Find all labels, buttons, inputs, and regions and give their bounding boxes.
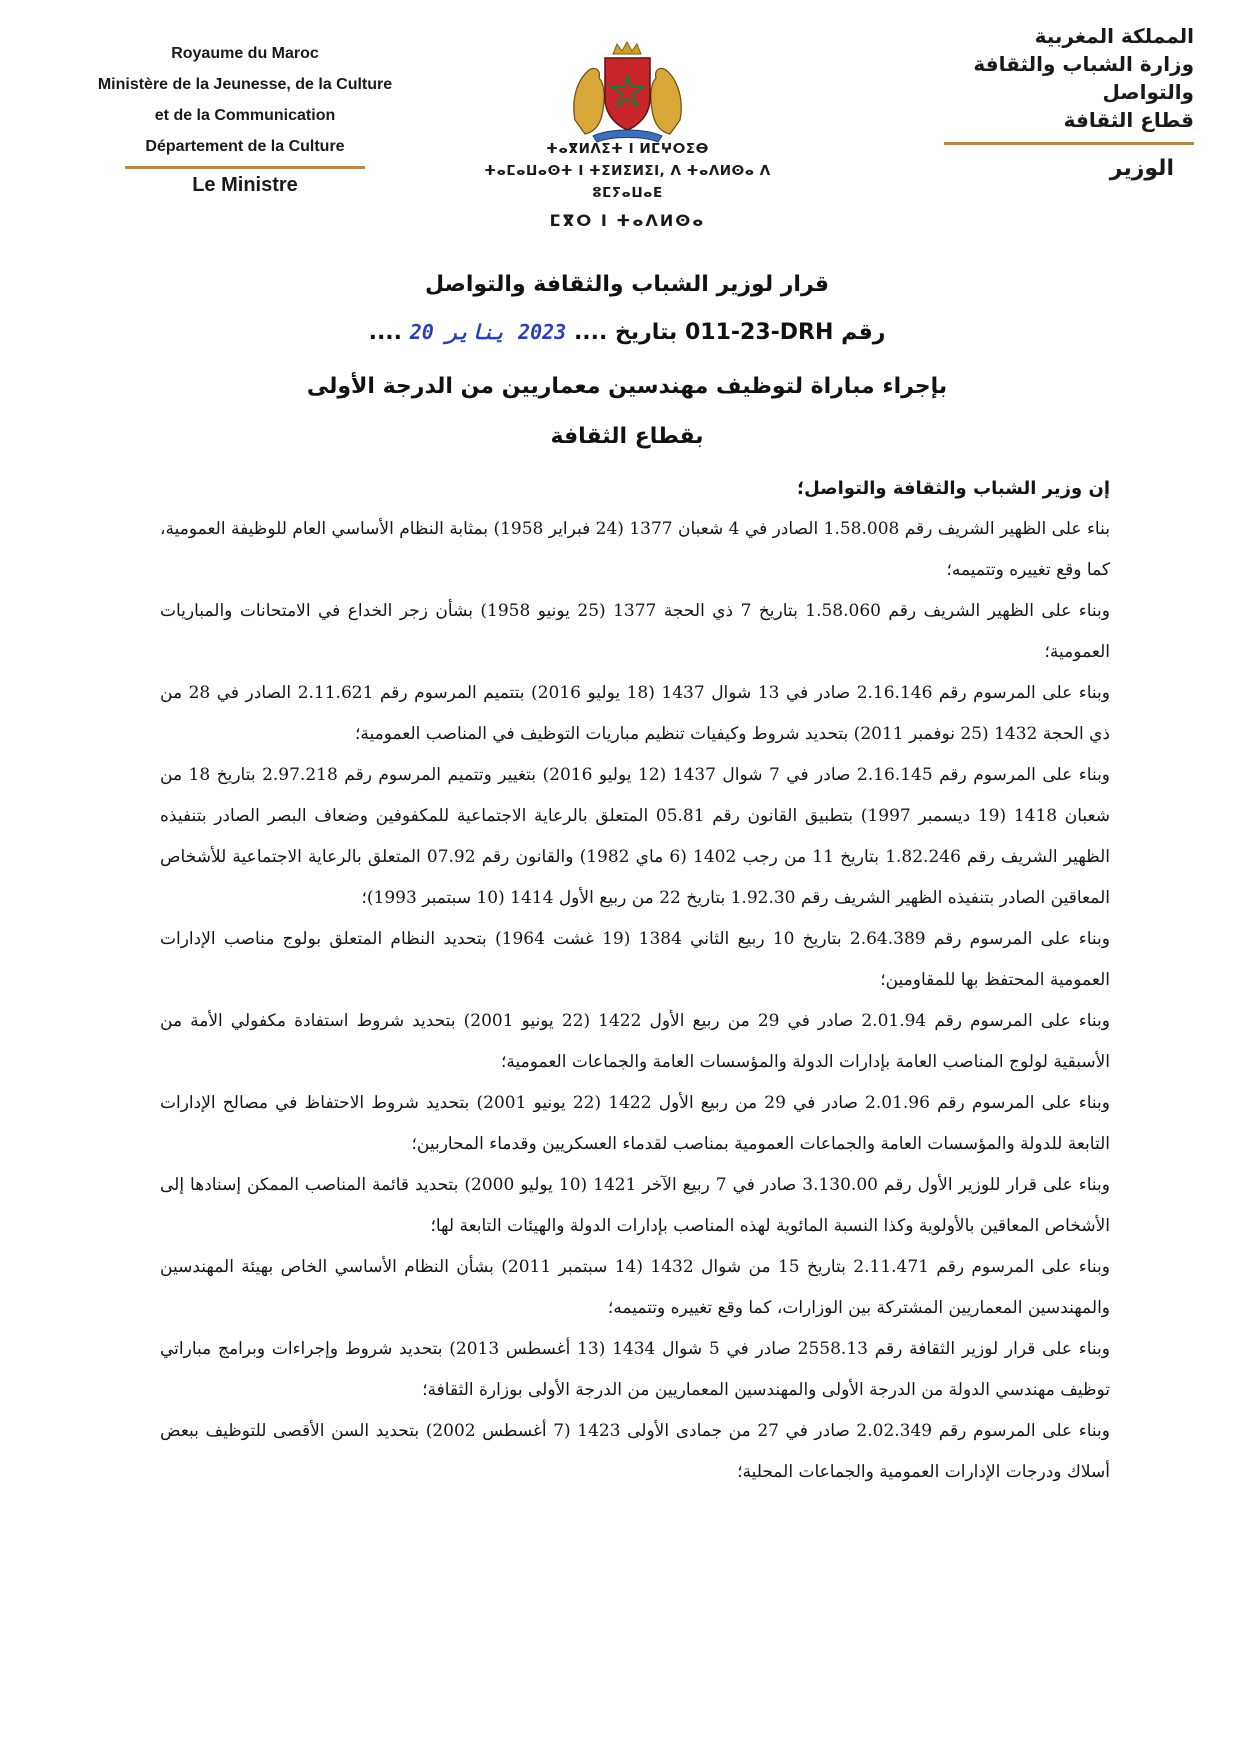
royal-coat-of-arms-icon xyxy=(565,40,690,145)
recital-paragraph: وبناء على قرار لوزير الثقافة رقم 2558.13 صادر في 5 شوال 1434 (13 أغسطس 2013) بتحديد شروط وإجراءات وبرامج مباراتي توظيف مهندسي الدولة من الدرجة الأولى والمهندسين المعماريين من الدرجة الأولى بوزارة الثقافة؛ xyxy=(160,1339,1110,1400)
fr-line-3: et de la Communication xyxy=(154,107,336,124)
fr-divider xyxy=(125,166,365,169)
ar-line-2: وزارة الشباب والثقافة xyxy=(973,52,1194,76)
ar-divider xyxy=(944,142,1194,145)
fr-minister-label: Le Ministre xyxy=(192,174,298,196)
fr-line-1: Royaume du Maroc xyxy=(171,45,319,62)
ar-line-1: المملكة المغربية xyxy=(1034,24,1194,48)
decision-sector: بقطاع الثقافة xyxy=(550,424,704,449)
tifinagh-line-3: ⵎⴳⵔ ⵏ ⵜⴰⴷⵍⵙⴰ xyxy=(549,211,706,230)
recital-paragraph: وبناء على المرسوم رقم 2.01.94 صادر في 29 من ربيع الأول 1422 (22 يونيو 2001) بتحديد شروط استفادة مكفولي الأمة من الأسبقية لولوج المناصب العامة بإدارات الدولة والمؤسسات العامة والجماعات العمومية؛ xyxy=(160,1011,1111,1072)
recital-paragraph: وبناء على المرسوم رقم 2.64.389 بتاريخ 10 ربيع الثاني 1384 (19 غشت 1964) بتحديد النظام المتعلق بولوج مناصب الإدارات العمومية المحتفظ بها للمقاومين؛ xyxy=(160,929,1110,990)
recital-paragraph: وبناء على المرسوم رقم 2.16.146 صادر في 13 شوال 1437 (18 يوليو 2016) بتتميم المرسوم رقم 2.11.621 الصادر في 28 من ذي الحجة 1432 (25 نوفمبر 2011) بتحديد شروط وكيفيات تنظيم مباريات التوظيف في المناصب العمومية؛ xyxy=(160,683,1110,744)
ar-minister-label: الوزير xyxy=(1109,156,1174,181)
fr-line-2: Ministère de la Jeunesse, de la Culture xyxy=(97,76,393,93)
tifinagh-line-2: ⵜⴰⵎⴰⵡⴰⵙⵜ ⵏ ⵜⵉⵍⵉⵍⵉⵏ, ⴷ ⵜⴰⴷⵍⵙⴰ ⴷ ⵓⵎⵢⴰⵡⴰⴹ xyxy=(484,163,771,201)
arabic-letterhead xyxy=(864,22,1194,183)
decision-heading: قرار لوزير الشباب والثقافة والتواصل xyxy=(424,272,830,297)
ar-line-4: قطاع الثقافة xyxy=(1063,108,1194,132)
tifinagh-line-1: ⵜⴰⴳⵍⴷⵉⵜ ⵏ ⵍⵎⵖⵔⵉⴱ xyxy=(546,141,709,157)
opening-line: إن وزير الشباب والثقافة والتواصل؛ xyxy=(796,478,1110,499)
recital-paragraph: وبناء على المرسوم رقم 2.01.96 صادر في 29 من ربيع الأول 1422 (22 يونيو 2001) بتحديد شروط الاحتفاظ في مصالح الإدارات التابعة للدولة والمؤسسات العامة والجماعات العمومية بمناصب لقدماء العسكريين وقدماء المحاربين؛ xyxy=(160,1093,1110,1154)
decision-number: 011-23-DRH xyxy=(684,320,834,345)
recital-paragraph: وبناء على المرسوم رقم 2.16.145 صادر في 7 شوال 1437 (12 يوليو 2016) بتغيير وتتميم المرسوم رقم 2.97.218 بتاريخ 18 من شعبان 1418 (19 ديسمبر 1997) بتطبيق القانون رقم 05.81 المتعلق بالرعاية الاجتماعية للمكفوفين وضعاف البصر الصادر بتنفيذه الظهير الشريف رقم 1.82.246 بتاريخ 11 من رجب 1402 (6 ماي 1982) والقانون رقم 07.92 المتعلق بالرعاية الاجتماعية للأشخاص المعاقين الصادر بتنفيذه الظهير الشريف رقم 1.92.30 بتاريخ 22 من ربيع الأول 1414 (10 سبتمبر 1993)؛ xyxy=(160,765,1111,908)
decision-body xyxy=(160,468,1110,1493)
number-prefix: رقم xyxy=(841,320,886,345)
recital-paragraph: وبناء على قرار للوزير الأول رقم 3.130.00 صادر في 7 ربيع الآخر 1421 (10 يوليو 2000) بتحديد قائمة المناصب الممكن إسنادها إلى الأشخاص المعاقين بالأولوية وكذا النسبة المائوية لهذه المناصب بإدارات الدولة والهيئات التابعة لها؛ xyxy=(160,1175,1110,1236)
french-letterhead xyxy=(70,38,420,199)
decision-subject: بإجراء مباراة لتوظيف مهندسين معماريين من الدرجة الأولى xyxy=(306,374,948,399)
recital-paragraph: وبناء على الظهير الشريف رقم 1.58.060 بتاريخ 7 ذي الحجة 1377 (25 يونيو 1958) بشأن زجر الخداع في الامتحانات والمباريات العمومية؛ xyxy=(160,601,1111,662)
stamped-date: 2023 يناير 20 xyxy=(409,320,567,344)
date-prefix: بتاريخ .... xyxy=(573,320,678,345)
decision-number-line xyxy=(150,320,1104,345)
date-suffix: .... xyxy=(368,320,403,345)
recital-paragraph: وبناء على المرسوم رقم 2.11.471 بتاريخ 15 من شوال 1432 (14 سبتمبر 2011) بشأن النظام الأساسي الخاص بهيئة المهندسين والمهندسين المعماريين المشتركة بين الوزارات، كما وقع تغييره وتتميمه؛ xyxy=(160,1257,1110,1318)
fr-line-4: Département de la Culture xyxy=(145,138,345,155)
ar-line-3: والتواصل xyxy=(1102,80,1194,104)
recital-paragraph: بناء على الظهير الشريف رقم 1.58.008 الصادر في 4 شعبان 1377 (24 فبراير 1958) بمثابة النظام الأساسي العام للوظيفة العمومية، كما وقع تغييره وتتميمه؛ xyxy=(160,519,1110,580)
tifinagh-letterhead xyxy=(460,138,795,232)
recital-paragraph: وبناء على المرسوم رقم 2.02.349 صادر في 27 من جمادى الأولى 1423 (7 أغسطس 2002) بتحديد السن الأقصى للتوظيف ببعض أسلاك ودرجات الإدارات العمومية والجماعات المحلية؛ xyxy=(160,1421,1110,1482)
